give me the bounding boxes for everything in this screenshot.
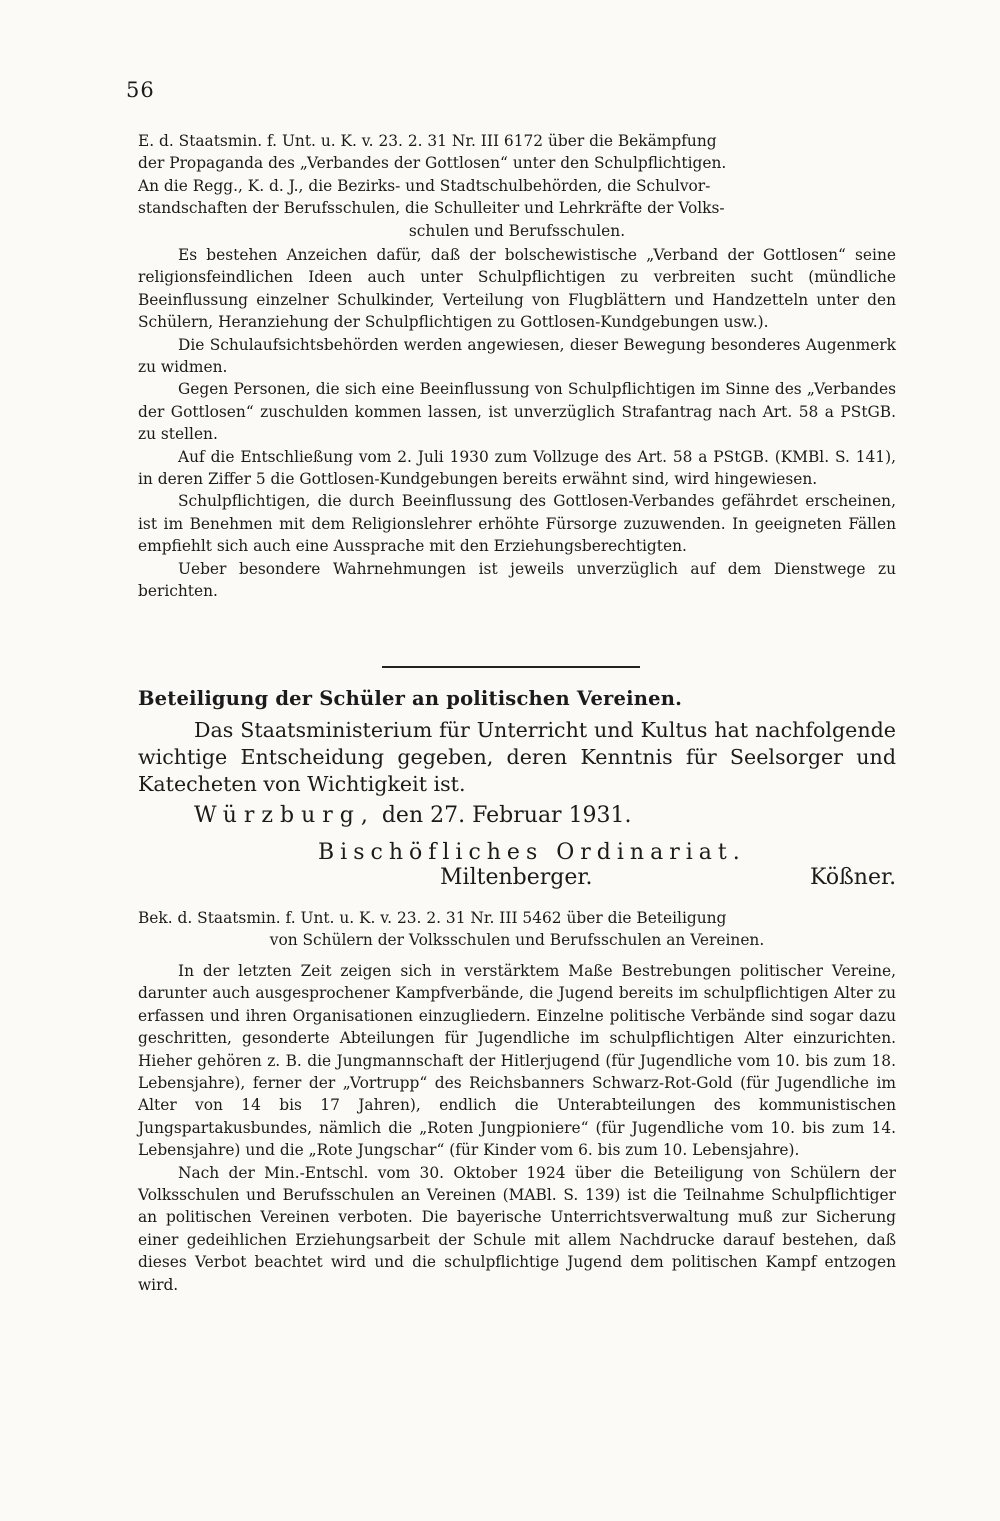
paragraph: Ueber besondere Wahrnehmungen ist jeweils unverzüglich auf dem Dienstwege zu berichten. <box>138 559 896 601</box>
signature-right: Kößner. <box>810 865 897 890</box>
notice-body <box>138 960 896 1296</box>
notice-heading-line: der Propaganda des „Verbandes der Gottlosen“ unter den Schulpflichtigen. <box>138 154 727 173</box>
paragraph: Gegen Personen, die sich eine Beeinflussung von Schulpflichtigen im Sinne des „Verbandes der Gottlosen“ zuschulden kommen lassen, ist unverzüglich Strafantrag nach Art. 58 a PStGB. zu stellen. <box>138 380 896 444</box>
notice-heading-line: schulen und Berufsschulen. <box>408 221 626 240</box>
section-divider <box>382 666 640 668</box>
section-title: Beteiligung der Schüler an politischen Vereinen. <box>138 687 683 710</box>
paragraph: Auf die Entschließung vom 2. Juli 1930 zum Vollzuge des Art. 58 a PStGB. (KMBl. S. 141), in deren Ziffer 5 die Gottlosen-Kundgebungen bereits erwähnt sind, wird hingewiesen. <box>138 447 896 489</box>
issuer: Bischöfliches Ordinariat. <box>318 840 746 865</box>
notice-heading-line: E. d. Staatsmin. f. Unt. u. K. v. 23. 2. 31 Nr. III 6172 über die Bekämpfung <box>138 132 717 150</box>
paragraph: In der letzten Zeit zeigen sich in verstärktem Maße Bestrebungen politischer Vereine, darunter auch ausgesprochener Kampfverbände, die Jugend bereits im schulpflichtigen Alter zu erfassen und ihren Organisationen einzugliedern. Einzelne politische Verbände sind sogar dazu geschritten, gesonderte Abteilungen für Jugendliche im schulpflichtigen Alter einzurichten. Hieher gehören z. B. die Jungmannschaft der Hitlerjugend (für Jugendliche vom 10. bis zum 18. Lebensjahre), ferner der „Vortrupp“ des Reichsbanners Schwarz-Rot-Gold (für Jugendliche im Alter von 14 bis 17 Jahren), endlich die Unterabteilungen des kommunistischen Jungspartakusbundes, nämlich die „Roten Jungpioniere“ (für Jugendliche vom 10. bis zum 14. Lebensjahre) und die „Rote Jungschar“ (für Kinder vom 6. bis zum 10. Lebensjahre). <box>138 962 896 1160</box>
page-number: 56 <box>126 78 155 102</box>
place-date <box>194 803 632 828</box>
signature-left: Miltenberger. <box>440 865 593 890</box>
paragraph: Schulpflichtigen, die durch Beeinflussung des Gottlosen-Verbandes gefährdet erscheinen, ist im Benehmen mit dem Religionslehrer erhöhte Fürsorge zuzuwenden. In geeigneten Fällen empfiehlt sich auch eine Aussprache mit den Erziehungsberechtigten. <box>138 492 896 556</box>
date: den 27. Februar 1931. <box>381 803 632 828</box>
notice-heading-line: An die Regg., K. d. J., die Bezirks- und Stadtschulbehörden, die Schulvor- <box>138 176 711 195</box>
place: Würzburg, <box>194 803 375 828</box>
notice-heading-line: standschaften der Berufsschulen, die Schulleiter und Lehrkräfte der Volks- <box>138 199 725 218</box>
paragraph: Das Staatsministerium für Unterricht und Kultus hat nachfolgende wichtige Entscheidung gegeben, deren Kenntnis für Seelsorger und Katecheten von Wichtigkeit ist. <box>138 718 896 796</box>
notice-heading <box>138 130 896 242</box>
paragraph: Es bestehen Anzeichen dafür, daß der bolschewistische „Verband der Gottlosen“ seine religionsfeindlichen Ideen auch unter Schulpflichtigen zu verbreiten sucht (mündliche Beeinflussung einzelner Schulkinder, Verteilung von Flugblättern und Handzetteln unter den Schülern, Heranziehung der Schulpflichtigen zu Gottlosen-Kundgebungen usw.). <box>138 246 896 332</box>
notice-body <box>138 244 896 603</box>
paragraph: Nach der Min.-Entschl. vom 30. Oktober 1924 über die Beteiligung von Schülern der Volksschulen und Berufsschulen an Vereinen (MABl. S. 139) ist die Teilnahme Schulpflichtiger an politischen Vereinen verboten. Die bayerische Unterrichtsverwaltung muß zur Sicherung einer gedeihlichen Erziehungsarbeit der Schule mit allem Nachdrucke darauf bestehen, daß dieses Verbot beachtet wird und die schulpflichtige Jugend dem politischen Kampf entzogen wird. <box>138 1163 896 1294</box>
paragraph: Die Schulaufsichtsbehörden werden angewiesen, dieser Bewegung besonderes Augenmerk zu widmen. <box>138 335 896 377</box>
notice-heading-line: Bek. d. Staatsmin. f. Unt. u. K. v. 23. 2. 31 Nr. III 5462 über die Beteiligung <box>138 909 727 927</box>
ordinariat-notice <box>138 717 896 798</box>
notice-heading-line: von Schülern der Volksschulen und Berufsschulen an Vereinen. <box>269 931 765 950</box>
notice-heading <box>138 907 896 952</box>
